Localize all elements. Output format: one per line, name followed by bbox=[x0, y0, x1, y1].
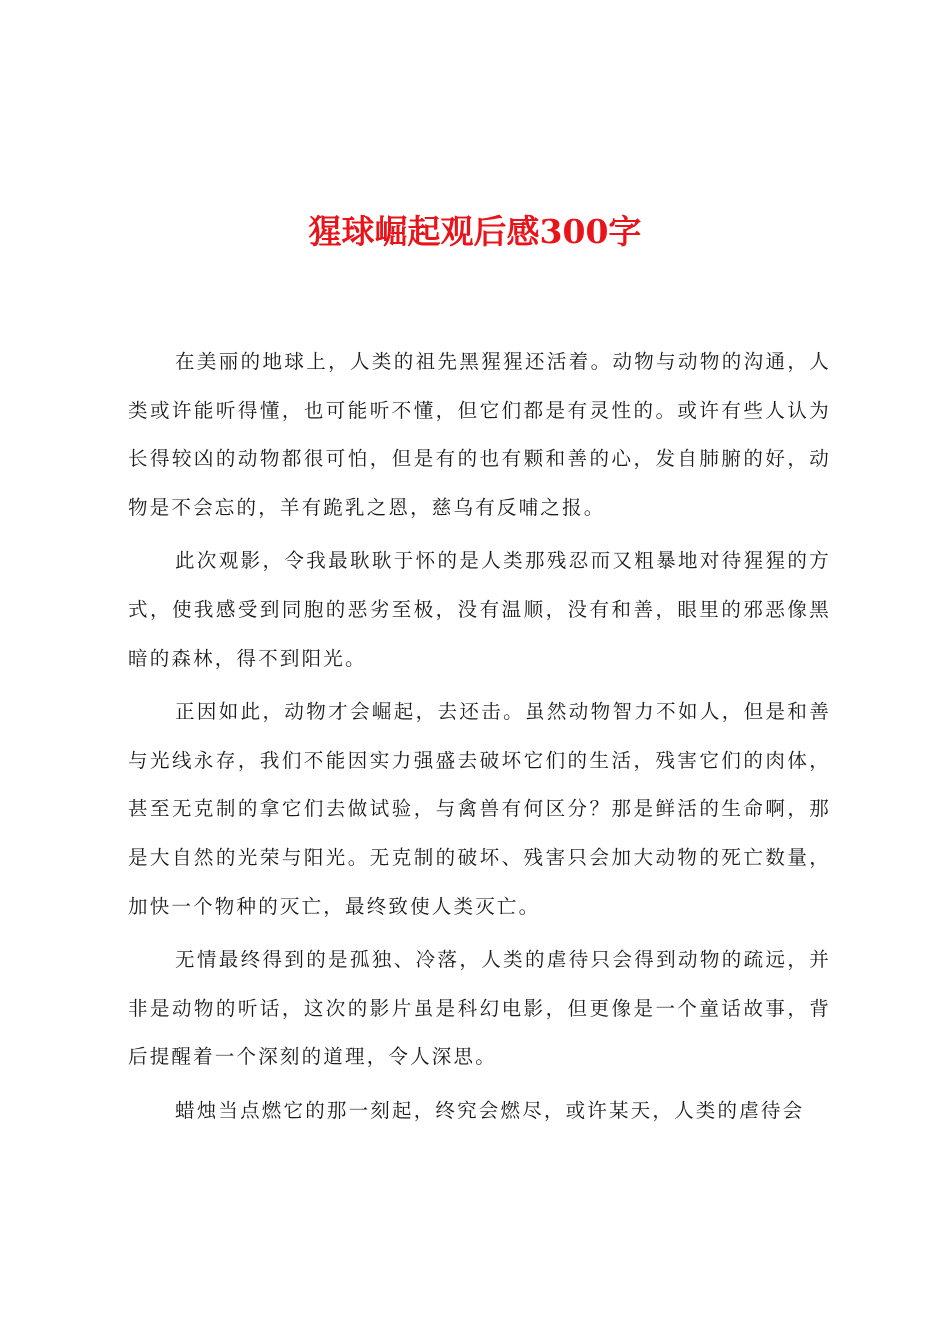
paragraph-2: 此次观影，令我最耿耿于怀的是人类那残忍而又粗暴地对待猩猩的方式，使我感受到同胞的恶劣至极，没有温顺，没有和善，眼里的邪恶像黑暗的森林，得不到阳光。 bbox=[128, 549, 831, 670]
paragraph-3: 正因如此，动物才会崛起，去还击。虽然动物智力不如人，但是和善与光线永存，我们不能因实力强盛去破坏它们的生活，残害它们的肉体，甚至无克制的拿它们去做试验，与禽兽有何区分？那是鲜活的生命啊，那是大自然的光荣与阳光。无克制的破坏、残害只会加大动物的死亡数量，加快一个物种的灭亡，最终致使人类灭亡。 bbox=[128, 700, 831, 918]
article-body bbox=[128, 338, 831, 1141]
paragraph-1: 在美丽的地球上，人类的祖先黑猩猩还活着。动物与动物的沟通，人类或许能听得懂，也可能听不懂，但它们都是有灵性的。或许有些人认为长得较凶的动物都很可怕，但是有的也有颗和善的心，发自肺腑的好，动物是不会忘的，羊有跪乳之恩，慈乌有反哺之报。 bbox=[128, 350, 831, 519]
paragraph-4: 无情最终得到的是孤独、冷落，人类的虐待只会得到动物的疏远，并非是动物的听话，这次的影片虽是科幻电影，但更像是一个童话故事，背后提醒着一个深刻的道理，令人深思。 bbox=[128, 948, 831, 1069]
paragraph-5: 蜡烛当点燃它的那一刻起，终究会燃尽，或许某天，人类的虐待会 bbox=[175, 1098, 805, 1122]
page-title: 猩球崛起观后感300字 bbox=[308, 212, 642, 251]
